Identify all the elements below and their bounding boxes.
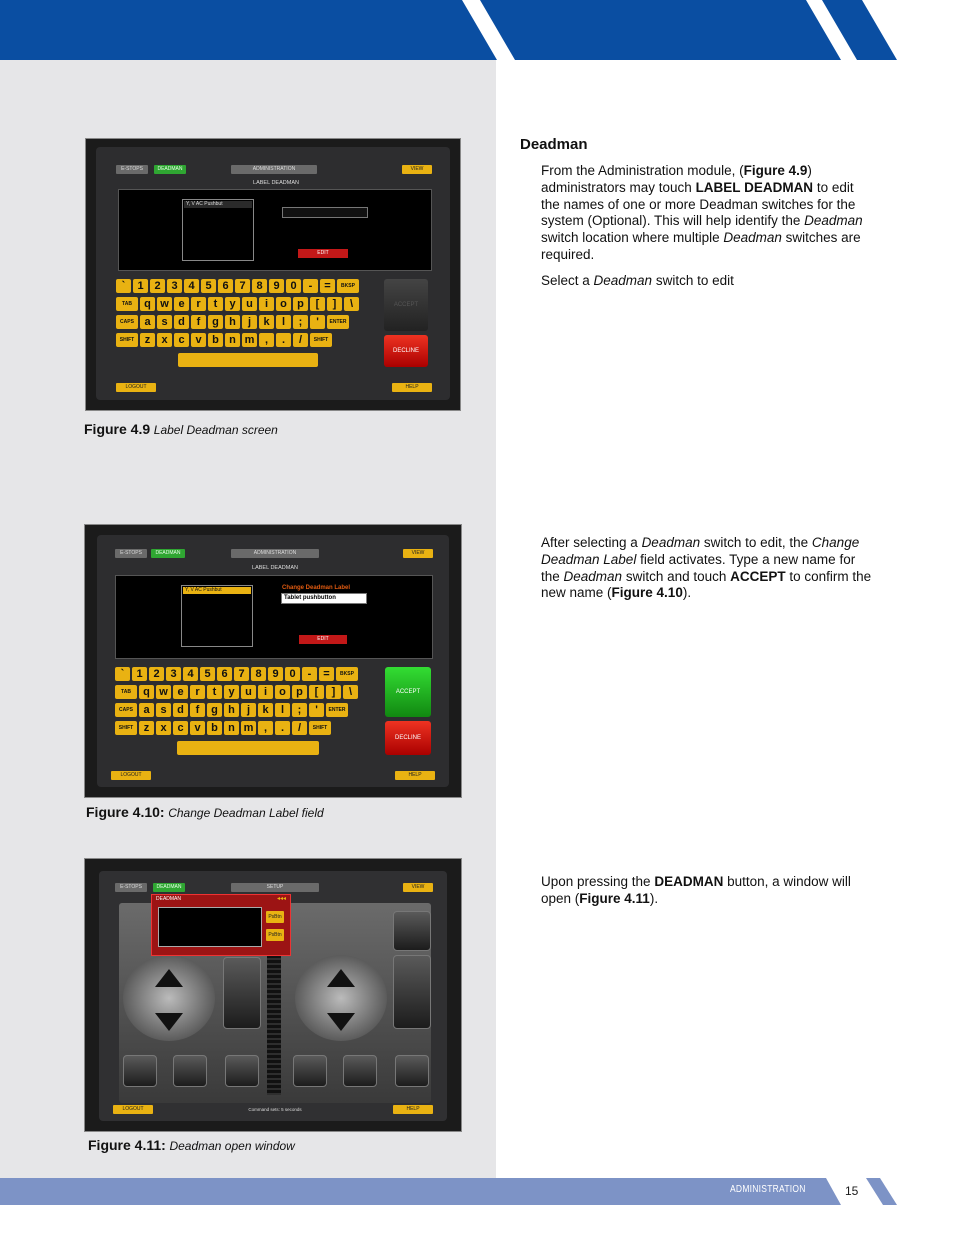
keyboard-key[interactable]: t [207,685,222,699]
edit-button[interactable]: EDIT [298,249,348,258]
figure-caption-text: Label Deadman screen [153,423,278,437]
keyboard-key[interactable]: 3 [166,667,181,681]
view-button[interactable]: VIEW [403,883,433,892]
keyboard-key[interactable]: h [224,703,239,717]
keyboard-key[interactable]: ' [309,703,324,717]
left-slider[interactable] [223,957,261,1029]
administration-tab[interactable]: ADMINISTRATION [231,549,319,558]
figure-4-10-screenshot [84,524,462,798]
keyboard-key[interactable]: 0 [285,667,300,681]
keyboard-key[interactable]: y [224,685,239,699]
status-text: Command sets: 5 seconds [248,1107,302,1112]
text: switch location where multiple [541,230,724,246]
keyboard-key[interactable]: CAPS [115,703,137,717]
keyboard-key[interactable]: 4 [184,279,199,293]
edit-button[interactable]: EDIT [299,635,347,644]
estop-button[interactable]: E-STOPS [115,883,147,892]
text: After selecting a [541,535,642,550]
figure-caption-text: Change Deadman Label field [168,806,324,820]
deadman-list[interactable] [182,199,254,261]
keyboard-key[interactable]: 0 [286,279,301,293]
figure-4-9-caption [84,421,278,437]
keyboard-key[interactable]: - [302,667,317,681]
keyboard-key[interactable]: l [275,703,290,717]
figure-4-11-caption [88,1137,295,1153]
estop-button[interactable]: E-STOPS [116,165,148,174]
keyboard-key[interactable]: a [140,315,155,329]
figure-reference: Figure 4.9 [743,163,808,178]
text: Select a [541,273,594,288]
keyboard-key[interactable]: 6 [217,667,232,681]
keyboard-key[interactable]: 4 [183,667,198,681]
change-label-field[interactable]: Tablet pushbutton [281,593,367,604]
list-item[interactable]: Y, V AC Pushbut [184,201,252,208]
keyboard-key[interactable]: SHIFT [310,333,332,347]
keyboard-key[interactable]: u [241,685,256,699]
deadman-term: Deadman [593,273,653,288]
keyboard-key[interactable]: z [139,721,154,735]
function-button[interactable] [293,1055,327,1087]
deadman-panel [115,575,433,659]
figure-reference: Figure 4.11 [579,890,650,906]
up-arrow-icon[interactable] [155,969,183,987]
keyboard-key[interactable]: v [190,721,205,735]
text: ). [649,890,659,906]
keyboard-key[interactable]: 6 [218,279,233,293]
keyboard-key[interactable]: p [292,685,307,699]
keyboard-key[interactable]: i [258,685,273,699]
keyboard-key[interactable]: / [292,721,307,735]
text: ) administrators may touch [541,163,812,195]
keyboard-key[interactable]: , [259,333,274,347]
keyboard-key[interactable]: ` [115,667,130,681]
keyboard-key[interactable]: ; [292,703,307,717]
popup-display [158,907,262,947]
keyboard-key[interactable]: 7 [235,279,250,293]
deadman-list[interactable] [181,585,253,647]
keyboard-key[interactable]: n [225,333,240,347]
decline-button[interactable]: DECLINE [385,721,431,755]
keyboard-key[interactable]: [ [309,685,324,699]
pushbutton-button[interactable]: PsBtn [266,929,284,941]
keyboard-key[interactable]: s [157,315,172,329]
deadman-panel [118,189,432,271]
screen-title: LABEL DEADMAN [253,180,299,186]
pushbutton-button[interactable]: PsBtn [266,911,284,923]
keyboard-key[interactable]: m [241,721,256,735]
keyboard-key[interactable]: SHIFT [309,721,331,735]
paragraph-deadman-window [541,874,873,908]
keyboard-key[interactable]: CAPS [116,315,138,329]
text: switch to edit, the [700,535,812,550]
section-title: Deadman [520,136,588,153]
accept-term: ACCEPT [730,568,786,584]
screen-title: LABEL DEADMAN [252,565,298,571]
keyboard-key[interactable]: r [191,297,206,311]
keyboard-key[interactable]: 1 [132,667,147,681]
figure-caption-text: Deadman open window [169,1139,295,1153]
keyboard-key[interactable]: k [258,703,273,717]
deadman-term: Deadman [723,230,782,246]
keyboard-key[interactable]: ] [326,685,341,699]
deadman-term: Deadman [641,535,701,550]
help-button[interactable]: HELP [395,771,435,780]
text: From the Administration module, ( [541,163,744,178]
keyboard-key[interactable]: w [156,685,171,699]
keyboard-key[interactable]: 1 [133,279,148,293]
keyboard-key[interactable]: g [207,703,222,717]
keyboard-key[interactable]: BKSP [336,667,358,681]
setup-tab[interactable]: SETUP [231,883,319,892]
keyboard-key[interactable]: l [276,315,291,329]
keyboard-key[interactable]: d [174,315,189,329]
paragraph-select [541,273,873,290]
keyboard-key[interactable]: q [139,685,154,699]
figure-4-11-screenshot [84,858,462,1132]
keyboard-key[interactable]: f [191,315,206,329]
text: switches are required. [541,230,861,262]
meter-strip [267,955,281,1095]
keyboard-key[interactable]: = [319,667,334,681]
keyboard-key[interactable]: . [275,721,290,735]
keyboard-key[interactable]: , [258,721,273,735]
keyboard-key[interactable]: f [190,703,205,717]
space-bar[interactable] [178,353,318,367]
keyboard-key[interactable]: ' [310,315,325,329]
keyboard-key[interactable]: = [320,279,335,293]
text: to edit the names of one or more Deadman switches for the system (Optional). This will help identify the [541,179,856,229]
deadman-button[interactable]: DEADMAN [151,549,185,558]
deadman-popup [151,894,291,956]
change-label-term: Change Deadman Label [541,535,860,567]
view-button[interactable]: VIEW [403,549,433,558]
keyboard-key[interactable]: ENTER [326,703,348,717]
keyboard-key[interactable]: \ [344,297,359,311]
help-button[interactable]: HELP [393,1105,433,1114]
keyboard-key[interactable]: \ [343,685,358,699]
deadman-button[interactable]: DEADMAN [153,883,185,892]
keyboard-key[interactable]: k [259,315,274,329]
keyboard-key[interactable]: d [173,703,188,717]
keyboard-key[interactable]: SHIFT [115,721,137,735]
keyboard-key[interactable]: p [293,297,308,311]
footer-banner [0,1178,954,1205]
keyboard-key[interactable]: s [156,703,171,717]
keyboard-key[interactable]: v [191,333,206,347]
estop-button[interactable]: E-STOPS [115,549,147,558]
deadman-term: Deadman [563,568,623,584]
popup-title: DEADMAN [156,896,182,902]
deadman-button-term: DEADMAN [654,874,724,889]
down-arrow-icon[interactable] [155,1013,183,1031]
space-bar[interactable] [177,741,319,755]
page-number: 15 [845,1184,859,1198]
change-label-field[interactable] [282,207,368,218]
function-button[interactable] [225,1055,259,1087]
keyboard-key[interactable]: c [174,333,189,347]
keyboard-key[interactable]: 5 [200,667,215,681]
keyboard-key[interactable]: b [207,721,222,735]
up-arrow-icon[interactable] [327,969,355,987]
keyboard-key[interactable]: 2 [150,279,165,293]
view-button[interactable]: VIEW [402,165,432,174]
keyboard-key[interactable]: m [242,333,257,347]
keyboard-key[interactable]: 8 [251,667,266,681]
keyboard-key[interactable]: 2 [149,667,164,681]
logout-button[interactable]: LOGOUT [113,1105,153,1114]
footer-section-label: ADMINISTRATION [730,1184,806,1195]
keyboard-key[interactable]: j [241,703,256,717]
text: Upon pressing the [541,874,655,889]
function-button[interactable] [123,1055,157,1087]
keyboard-key[interactable]: a [139,703,154,717]
text: to confirm the new name ( [541,568,872,601]
keyboard-key[interactable]: ] [327,297,342,311]
keyboard-key[interactable]: 3 [167,279,182,293]
right-slider[interactable] [393,955,431,1029]
keyboard-key[interactable]: h [225,315,240,329]
keyboard-key[interactable]: c [173,721,188,735]
keyboard-key[interactable]: i [259,297,274,311]
keyboard-key[interactable]: ; [293,315,308,329]
keyboard-key[interactable]: b [208,333,223,347]
deadman-button[interactable]: DEADMAN [154,165,186,174]
keyboard-key[interactable]: x [156,721,171,735]
keyboard-key[interactable]: ` [116,279,131,293]
figure-label: Figure 4.11: [88,1137,166,1153]
down-arrow-icon[interactable] [327,1013,355,1031]
keyboard-key[interactable]: o [276,297,291,311]
keyboard-key[interactable]: 9 [269,279,284,293]
keyboard-key[interactable]: x [157,333,172,347]
logout-button[interactable]: LOGOUT [111,771,151,780]
paragraph-change-label [541,535,873,602]
label-deadman-term: LABEL DEADMAN [695,179,814,195]
keyboard-key[interactable]: 8 [252,279,267,293]
header-banner [0,0,954,60]
function-button[interactable] [343,1055,377,1087]
paragraph-intro [541,163,873,264]
text: switch and touch [622,568,731,584]
logout-button[interactable]: LOGOUT [116,383,156,392]
keyboard-key[interactable]: ENTER [327,315,349,329]
keyboard-key[interactable]: / [293,333,308,347]
keyboard-key[interactable]: 7 [234,667,249,681]
popup-arrows-icon[interactable]: ◂◂◂ [276,896,286,902]
keyboard-key[interactable]: SHIFT [116,333,138,347]
keyboard-key[interactable]: q [140,297,155,311]
keyboard-key[interactable]: 9 [268,667,283,681]
deadman-term: Deadman [804,213,863,229]
keyboard-key[interactable]: TAB [116,297,138,311]
keyboard-key[interactable]: o [275,685,290,699]
keyboard-key[interactable]: e [174,297,189,311]
text: button, a window will open ( [541,874,851,906]
keyboard-key[interactable]: - [303,279,318,293]
text: switch to edit [652,273,734,288]
function-button[interactable] [395,1055,429,1087]
accept-button[interactable]: ACCEPT [385,667,431,717]
figure-reference: Figure 4.10 [611,585,683,601]
keyboard-key[interactable]: u [242,297,257,311]
accept-button[interactable]: ACCEPT [384,279,428,331]
text: ). [682,585,692,601]
keyboard-key[interactable]: y [225,297,240,311]
keyboard-key[interactable]: n [224,721,239,735]
list-item[interactable]: Y, V AC Pushbut [183,587,251,594]
figure-4-9-screenshot [85,138,461,411]
change-label-heading: Change Deadman Label [282,585,351,591]
keyboard-key[interactable]: BKSP [337,279,359,293]
keyboard-key[interactable]: 5 [201,279,216,293]
keyboard-key[interactable]: . [276,333,291,347]
administration-tab[interactable]: ADMINISTRATION [231,165,317,174]
keyboard-key[interactable]: r [190,685,205,699]
keyboard-key[interactable]: TAB [115,685,137,699]
function-button[interactable] [173,1055,207,1087]
keyboard-key[interactable]: t [208,297,223,311]
keyboard-key[interactable]: z [140,333,155,347]
keyboard-key[interactable]: g [208,315,223,329]
text: field activates. Type a new name for the [541,551,856,584]
figure-4-10-caption [86,804,324,820]
top-right-button[interactable] [393,911,431,951]
keyboard-key[interactable]: w [157,297,172,311]
figure-label: Figure 4.9 [84,421,151,437]
keyboard-key[interactable]: e [173,685,188,699]
decline-button[interactable]: DECLINE [384,335,428,367]
keyboard-key[interactable]: [ [310,297,325,311]
keyboard-key[interactable]: j [242,315,257,329]
figure-label: Figure 4.10: [86,804,165,820]
help-button[interactable]: HELP [392,383,432,392]
